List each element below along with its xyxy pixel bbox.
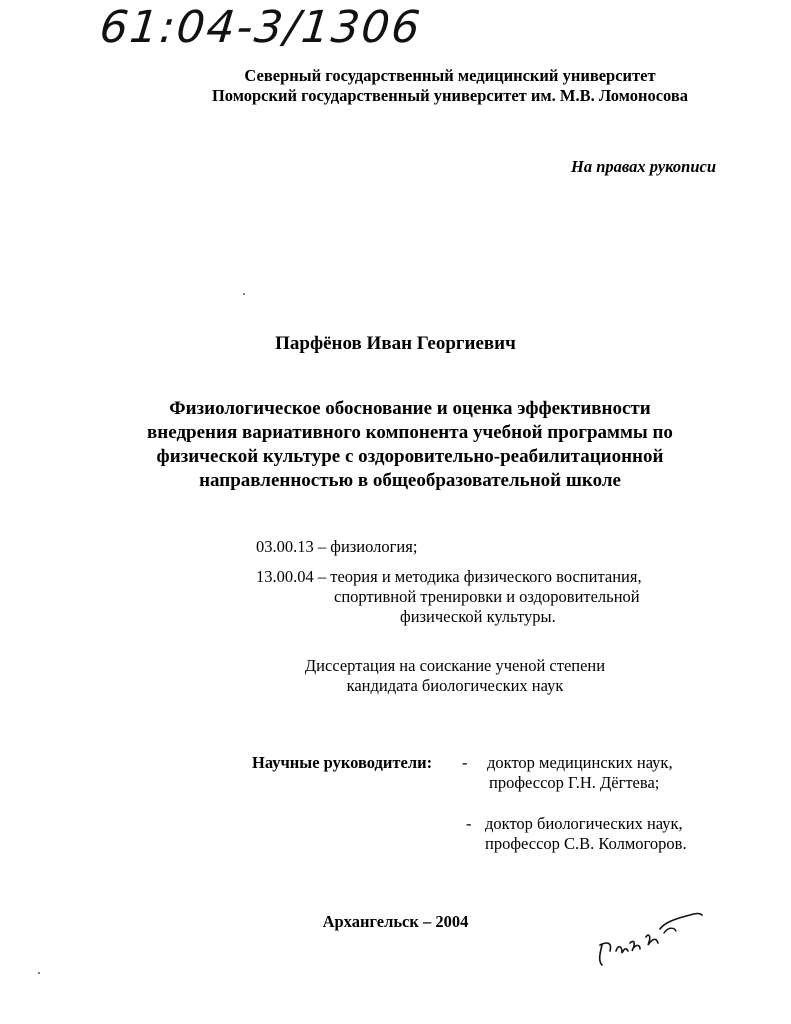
title-line: Физиологическое обоснование и оценка эффективности <box>169 398 651 419</box>
specialty-line: физической культуры. <box>400 607 556 626</box>
supervisor-degree: доктор биологических наук, <box>485 814 683 833</box>
author-name: Парфёнов Иван Георгиевич <box>275 333 516 354</box>
university-line: Северный государственный медицинский университет <box>244 66 656 85</box>
supervisor-name: профессор С.В. Колмогоров. <box>485 834 687 853</box>
title-line: направленностью в общеобразовательной школе <box>199 470 621 491</box>
manuscript-rights: На правах рукописи <box>571 157 716 176</box>
scan-speck <box>38 972 40 974</box>
dissertation-title <box>120 397 700 493</box>
supervisor-degree: доктор медицинских наук, <box>487 753 673 772</box>
specialty-line: 13.00.04 – теория и методика физического воспитания, <box>256 567 642 586</box>
supervisor-dash: - <box>462 753 468 772</box>
scan-speck <box>243 293 245 295</box>
degree-statement <box>250 656 660 696</box>
university-line: Поморский государственный университет им. М.В. Ломоносова <box>211 86 689 105</box>
city-year: Архангельск – 2004 <box>322 912 469 931</box>
catalog-code: 61:04-3/1306 <box>97 2 425 53</box>
handwritten-signature <box>590 893 710 973</box>
degree-line: кандидата биологических наук <box>346 676 564 695</box>
universities-block <box>150 66 750 106</box>
specialty-line: спортивной тренировки и оздоровительной <box>334 587 640 606</box>
degree-line: Диссертация на соискание ученой степени <box>304 656 606 675</box>
supervisor-dash: - <box>466 814 472 833</box>
supervisors-label: Научные руководители: <box>252 753 433 772</box>
specialty-physiology: 03.00.13 – физиология; <box>256 537 418 556</box>
supervisor-first <box>487 753 673 793</box>
supervisor-second <box>485 814 687 854</box>
specialty-physical-education <box>256 567 756 627</box>
title-line: физической культуре с оздоровительно-реабилитационной <box>156 446 664 467</box>
supervisor-name: профессор Г.Н. Дёгтева; <box>489 773 660 792</box>
title-line: внедрения вариативного компонента учебной программы по <box>147 422 673 443</box>
